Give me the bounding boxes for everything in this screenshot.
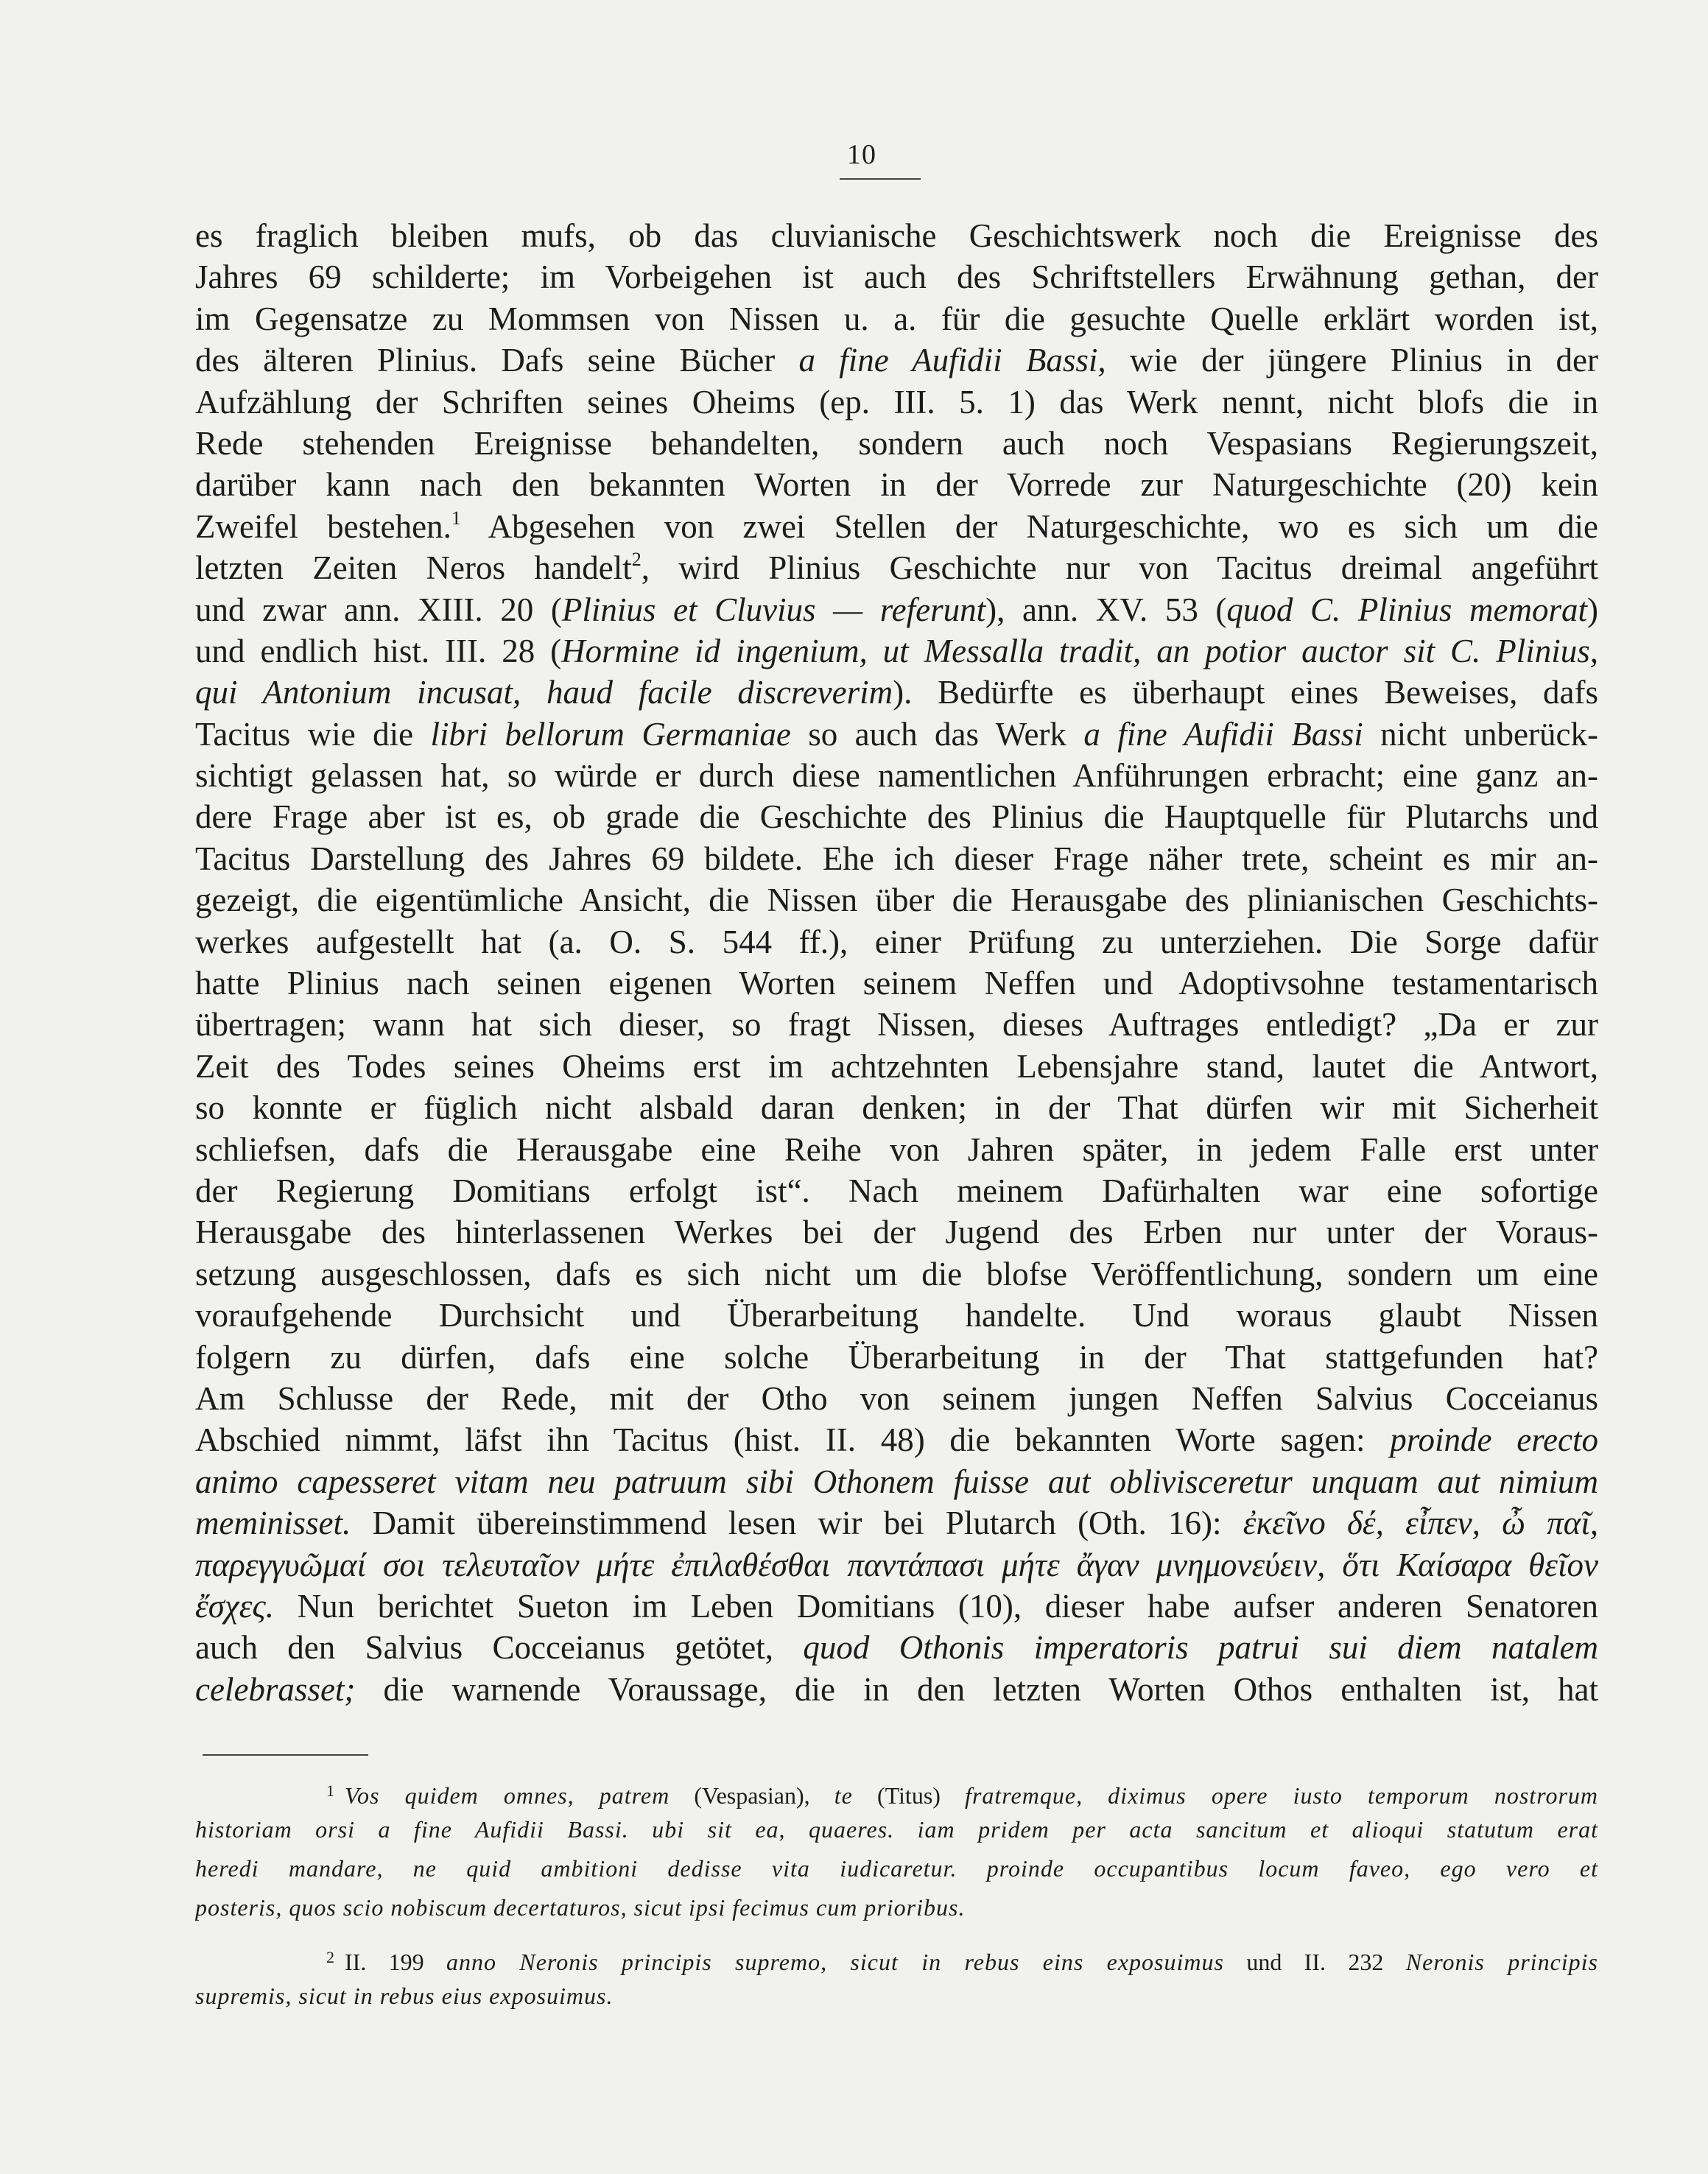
footnote-reference: 1 (451, 507, 461, 529)
text-line (195, 1046, 1598, 1087)
page-number: 10 (847, 139, 876, 170)
italic-text: anno Neronis principis supremo, sicut in rebus eins exposuimus (446, 1949, 1224, 1975)
text-line (195, 1378, 1598, 1419)
italic-text: a fine Aufidii Bassi, (798, 342, 1106, 379)
text-line (195, 1211, 1598, 1253)
italic-text: libri bellorum Germaniae (430, 715, 791, 753)
text-run: die warnende Voraussage, die in den letzten Worten Othos enthalten ist, hat (355, 1670, 1598, 1708)
text-line (195, 1627, 1598, 1668)
text-run: so auch das Werk (790, 715, 1084, 753)
text-run: werkes aufgestellt hat (a. O. S. 544 ff.), einer Prüfung zu unterziehen. Die Sorge dafür (195, 923, 1598, 960)
text-run: gezeigt, die eigentümliche Ansicht, die Nissen über die Herausgabe des plinianischen Geschichts- (195, 882, 1598, 919)
italic-text: te (834, 1782, 853, 1809)
text-line (195, 506, 1598, 547)
text-run: so konnte er füglich nicht alsbald daran denken; in der That dürfen wir mit Sicherheit (195, 1089, 1598, 1127)
text-run: hatte Plinius nach seinen eigenen Worten seinem Neffen und Adoptivsohne testamentarisch (195, 965, 1598, 1002)
italic-text: ἐκεῖνο δέ, εἶπεν, ὦ παῖ, (1243, 1505, 1598, 1542)
text-run: sichtigt gelassen hat, so würde er durch diese namentlichen Anführungen erbracht; eine ganz an- (195, 757, 1598, 795)
text-run: im Gegensatze zu Mommsen von Nissen u. a. für die gesuchte Quelle erklärt worden ist, (195, 300, 1598, 337)
text-run: nicht unberück- (1363, 715, 1598, 753)
text-line (195, 630, 1598, 672)
text-run: Aufzählung der Schriften seines Oheims (ep. III. 5. 1) das Werk nennt, nicht blofs die in (195, 383, 1598, 421)
text-run: wie der jüngere Plinius in der (1106, 342, 1598, 379)
text-run: Herausgabe des hinterlassenen Werkes bei der Jugend des Erben nur unter der Voraus- (195, 1214, 1598, 1251)
text-line (195, 547, 1598, 588)
text-run: folgern zu dürfen, dafs eine solche Überarbeitung in der That stattgefunden hat? (195, 1338, 1598, 1376)
text-run: Jahres 69 schilderte; im Vorbeigehen ist auch des Schriftstellers Erwähnung gethan, der (195, 258, 1598, 296)
text-line (195, 1253, 1598, 1295)
italic-text: fratremque, diximus opere iusto temporum nostrorum (965, 1782, 1598, 1809)
footnote-marker: 1 (326, 1781, 334, 1800)
text-run: dere Frage aber ist es, ob grade die Geschichte des Plinius die Hauptquelle für Plutarchs und (195, 798, 1598, 836)
text-run: Rede stehenden Ereignisse behandelten, sondern auch noch Vespasians Regierungszeit, (195, 424, 1598, 462)
italic-text: celebrasset; (195, 1670, 356, 1708)
footnote-line (195, 1849, 1598, 1888)
text-line (195, 1544, 1598, 1586)
text-run: letzten Zeiten Neros handelt (195, 549, 632, 587)
italic-text: ἔσχες. (195, 1587, 274, 1625)
text-run: übertragen; wann hat sich dieser, so fragt Nissen, dieses Auftrages entledigt? „Da er zur (195, 1006, 1598, 1044)
footnote-line (195, 1888, 1598, 1927)
italic-text: quod Othonis imperatoris patrui sui diem natalem (803, 1629, 1598, 1667)
italic-text: animo capesseret vitam neu patruum sibi Othonem fuisse aut oblivisceretur unquam aut nimium (195, 1463, 1598, 1500)
italic-text: Vos quidem omnes, patrem (345, 1782, 670, 1809)
italic-text: historiam orsi a fine Aufidii Bassi. ubi sit ea, quaeres. iam pridem per acta sancitum et alioqui statutum erat (195, 1816, 1598, 1843)
text-run: II. 199 (345, 1949, 447, 1975)
footnote-rule (203, 1754, 368, 1756)
text-run: des älteren Plinius. Dafs seine Bücher (195, 342, 799, 379)
text-run: ) (1587, 591, 1598, 628)
text-run: Nun berichtet Sueton im Leben Domitians (10), dieser habe aufser anderen Senatoren (273, 1587, 1598, 1625)
text-run: Abschied nimmt, läfst ihn Tacitus (hist. II. 48) die bekannten Worte sagen: (195, 1421, 1391, 1459)
footnote-line (195, 1938, 1598, 1977)
text-line (195, 672, 1598, 713)
italic-text: supremis, sicut in rebus eius exposuimus. (195, 1983, 614, 2009)
footnote-reference: 2 (631, 549, 642, 571)
text-line (195, 215, 1598, 256)
text-line (195, 340, 1598, 381)
text-run: Tacitus wie die (195, 715, 431, 753)
text-line (195, 1669, 1598, 1710)
text-run: Am Schlusse der Rede, mit der Otho von seinem jungen Neffen Salvius Cocceianus (195, 1379, 1598, 1417)
italic-text: proinde erecto (1390, 1421, 1598, 1459)
text-line (195, 1461, 1598, 1502)
text-line (195, 589, 1598, 630)
text-run: und zwar ann. XIII. 20 ( (195, 591, 562, 628)
text-line (195, 256, 1598, 298)
text-run: voraufgehende Durchsicht und Überarbeitung handelte. Und woraus glaubt Nissen (195, 1297, 1598, 1334)
text-line (195, 1087, 1598, 1128)
text-line (195, 464, 1598, 505)
text-line (195, 298, 1598, 340)
text-run: , wird Plinius Geschichte nur von Tacitus dreimal angeführt (641, 549, 1598, 587)
text-line (195, 1419, 1598, 1460)
italic-text: Plinius et Cluvius — referunt (561, 591, 986, 628)
text-line (195, 1004, 1598, 1045)
text-run: schliefsen, dafs die Herausgabe eine Reihe von Jahren später, in jedem Falle erst unter (195, 1130, 1598, 1168)
text-line (195, 1295, 1598, 1336)
page-number-rule (840, 178, 921, 180)
text-run: es fraglich bleiben mufs, ob das cluvianische Geschichtswerk noch die Ereignisse des (195, 217, 1598, 254)
text-run: Damit übereinstimmend lesen wir bei Plutarch (Oth. 16): (351, 1505, 1243, 1542)
text-line (195, 755, 1598, 796)
italic-text: heredi mandare, ne quid ambitioni dedisse vita iudicaretur. proinde occupantibus locum faveo, ego vero et (195, 1855, 1598, 1882)
footnotes (195, 1771, 1598, 2016)
text-line (195, 1170, 1598, 1211)
text-run: (Vespasian), (670, 1782, 834, 1809)
italic-text: quod C. Plinius memorat (1226, 591, 1587, 628)
text-line (195, 1129, 1598, 1170)
text-line (195, 1337, 1598, 1378)
text-line (195, 1502, 1598, 1544)
text-line (195, 838, 1598, 879)
italic-text: meminisset. (195, 1505, 351, 1542)
italic-text: qui Antonium incusat, haud facile discreverim (195, 674, 893, 711)
text-line (195, 381, 1598, 423)
text-run: (Titus) (852, 1782, 966, 1809)
italic-text: posteris, quos scio nobiscum decertaturos, sicut ipsi fecimus cum prioribus. (195, 1894, 966, 1921)
text-run: ), ann. XV. 53 ( (985, 591, 1227, 628)
text-line (195, 963, 1598, 1004)
text-line (195, 879, 1598, 921)
text-run: Abgesehen von zwei Stellen der Naturgeschichte, wo es sich um die (460, 507, 1598, 545)
text-line (195, 714, 1598, 755)
text-line (195, 921, 1598, 963)
text-run: Zeit des Todes seines Oheims erst im achtzehnten Lebensjahre stand, lautet die Antwort, (195, 1047, 1598, 1085)
footnote-line (195, 1810, 1598, 1849)
text-run: auch den Salvius Cocceianus getötet, (195, 1629, 804, 1667)
italic-text: παρεγγυῶμαί σοι τελευταῖον μήτε ἐπιλαθέσθαι παντάπασι μήτε ἄγαν μνημονεύειν, ὅτι Καίσαρα θεῖον (195, 1546, 1598, 1583)
italic-text: a fine Aufidii Bassi (1083, 715, 1363, 753)
body-text (195, 215, 1598, 1710)
text-run: und II. 232 (1223, 1949, 1406, 1975)
text-line (195, 796, 1598, 837)
footnote-line (195, 1977, 1598, 2016)
text-run: und endlich hist. III. 28 ( (195, 632, 562, 669)
text-run: Tacitus Darstellung des Jahres 69 bildete. Ehe ich dieser Frage näher trete, scheint es mir an- (195, 840, 1598, 877)
text-run: setzung ausgeschlossen, dafs es sich nicht um die blofse Veröffentlichung, sondern um eine (195, 1255, 1598, 1292)
footnote-line (195, 1771, 1598, 1810)
text-run: ). Bedürfte es überhaupt eines Beweises, dafs (893, 674, 1598, 711)
text-line (195, 1586, 1598, 1627)
text-run: der Regierung Domitians erfolgt ist“. Nach meinem Dafürhalten war eine sofortige (195, 1172, 1598, 1209)
text-line (195, 423, 1598, 464)
text-run: darüber kann nach den bekannten Worten in der Vorrede zur Naturgeschichte (20) kein (195, 466, 1598, 504)
footnote-marker: 2 (326, 1948, 334, 1966)
italic-text: Neronis principis (1405, 1949, 1598, 1975)
italic-text: Hormine id ingenium, ut Messalla tradit, an potior auctor sit C. Plinius, (561, 632, 1598, 669)
text-run: Zweifel bestehen. (195, 507, 451, 545)
